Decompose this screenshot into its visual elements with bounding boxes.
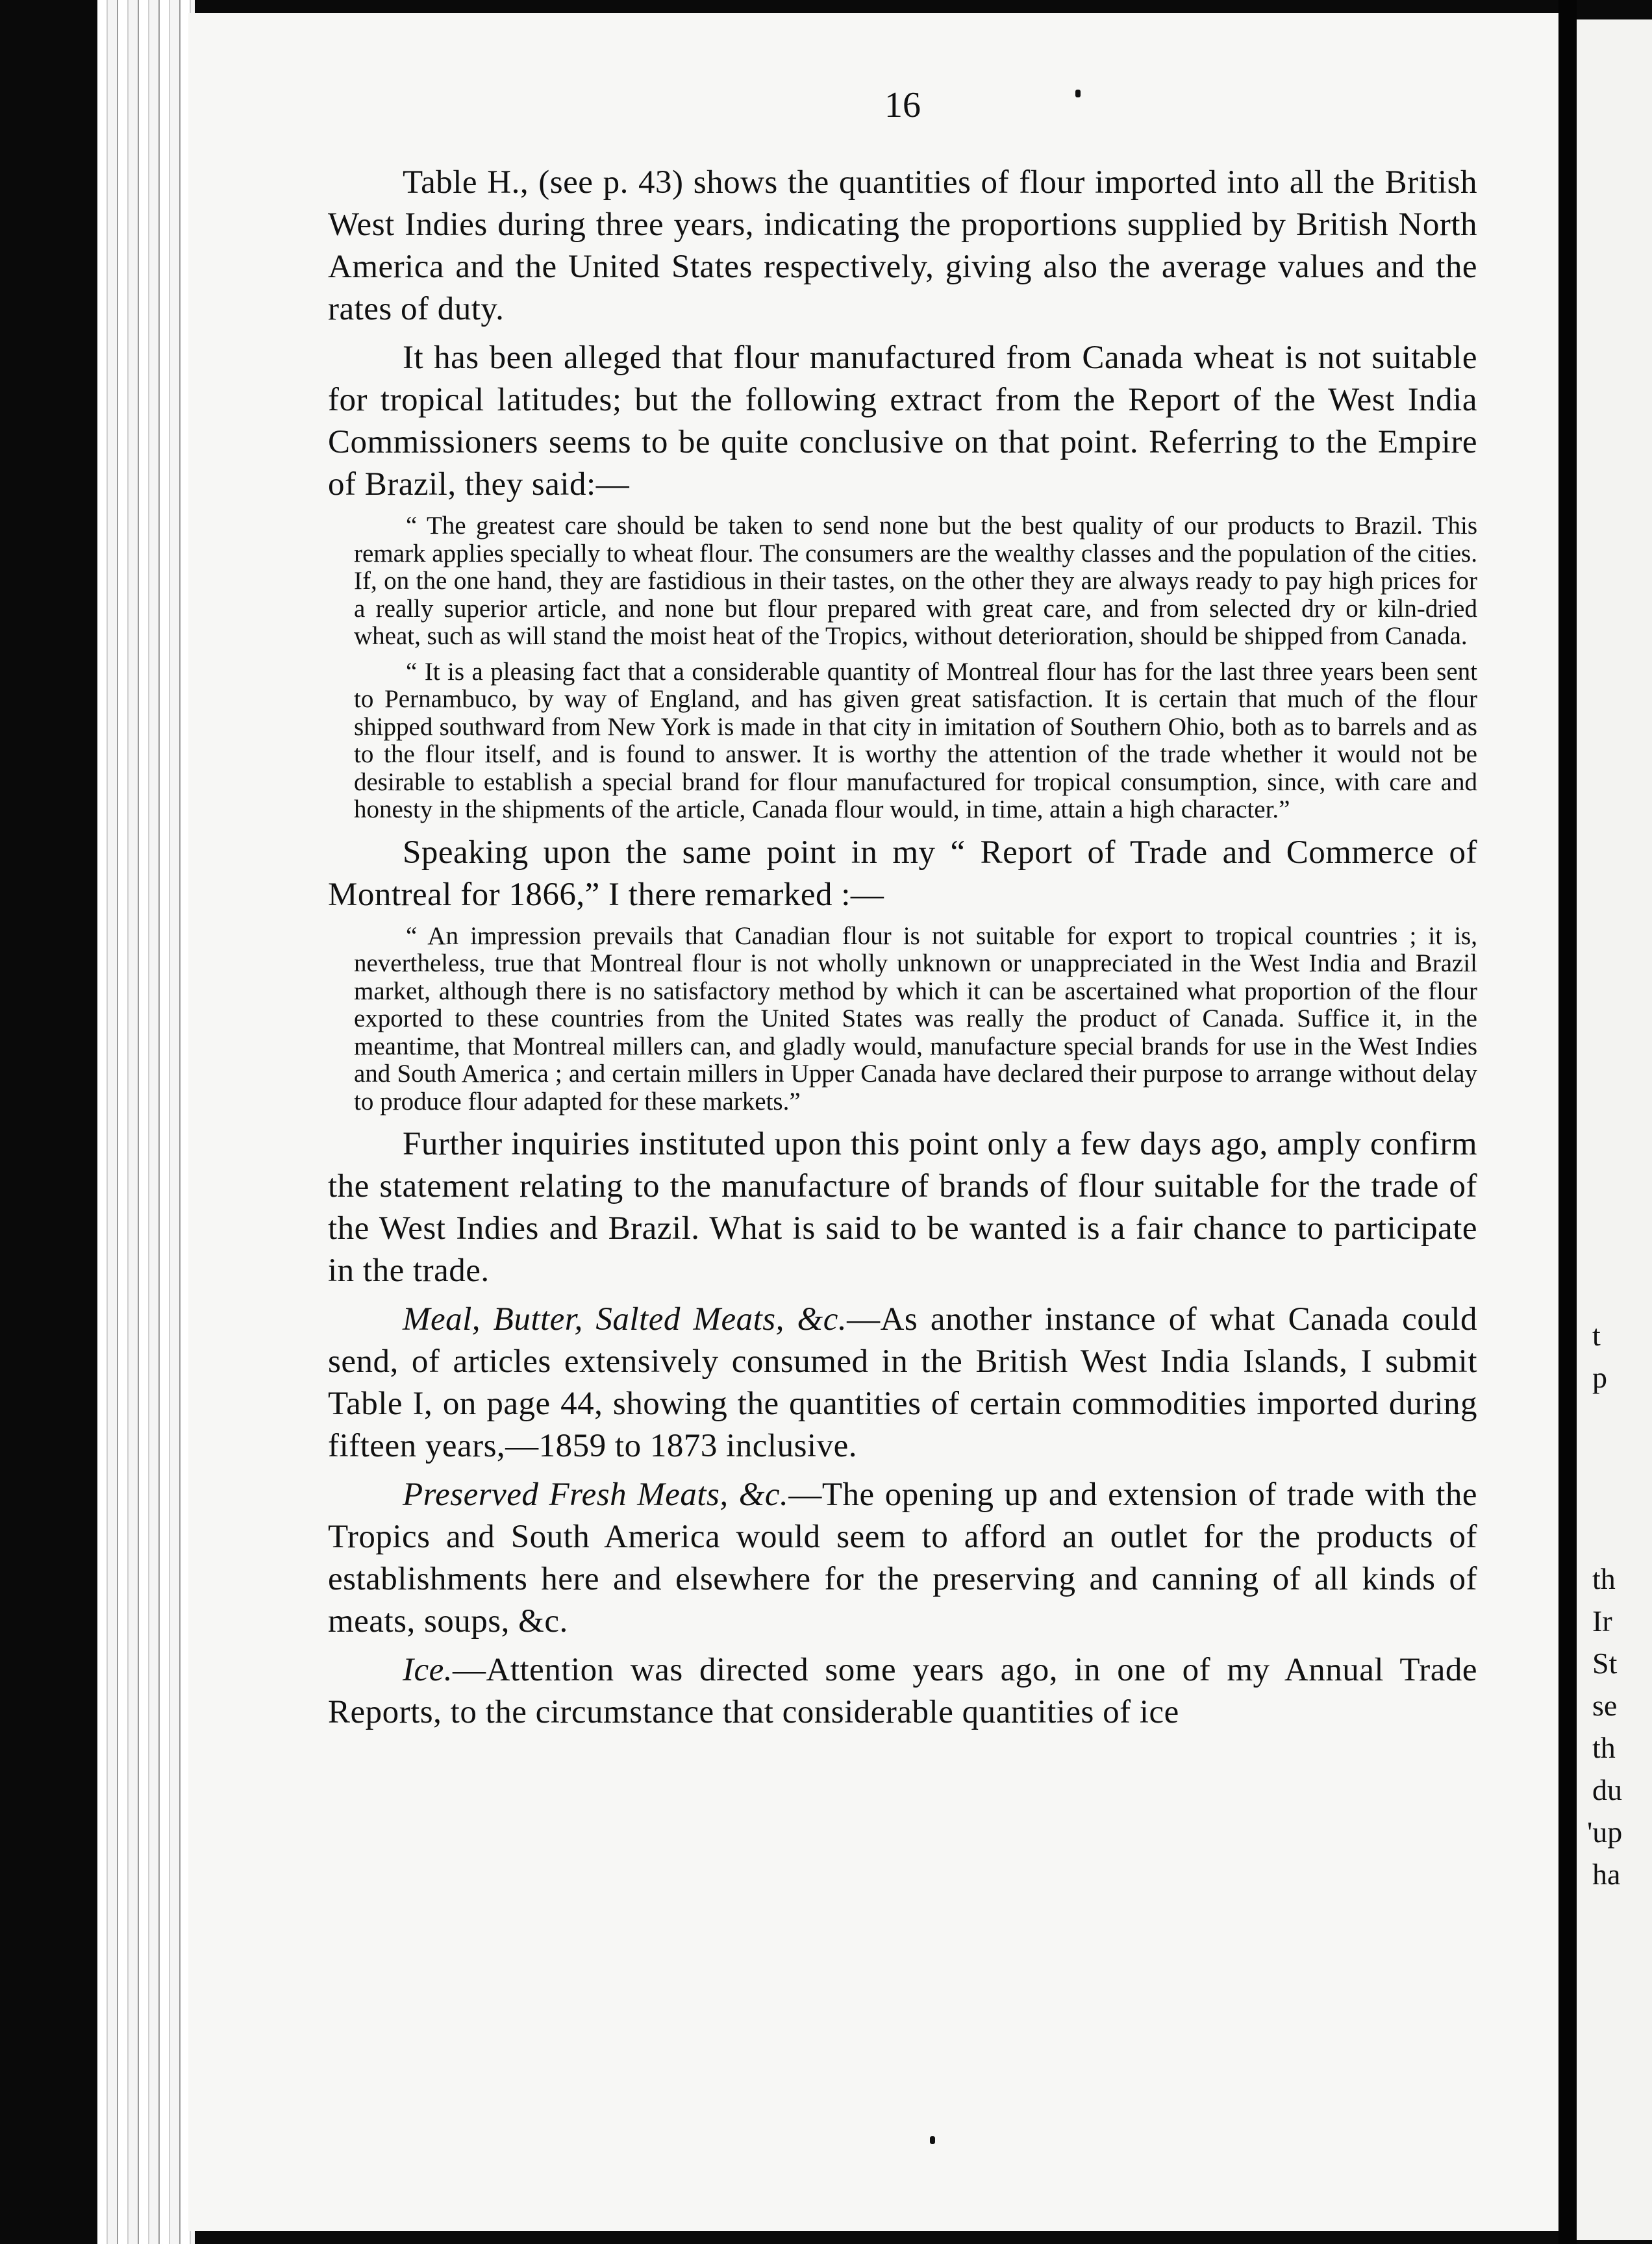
- body-paragraph: Table H., (see p. 43) shows the quantities of flour imported into all the British West Indies during three years, indicating the proportions supplied by British North America and the United States respectively, giving also the average values and the rates of duty.: [328, 164, 1477, 327]
- book-page-edges: [97, 0, 195, 2244]
- block-quote: “ It is a pleasing fact that a considerable quantity of Montreal flour has for the last three years been sent to Pernambuco, by way of England, and has given great satisfaction. It is certain that much of the flour shipped southward from New York is made in that city in imitation of Southern Ohio, both as to barrels and as to the flour itself, and is found to answer. It is worthy the attention of the trade whether it would not be desirable to establish a special brand for flour manufactured for tropical consumption, since, with care and honesty in the shipments of the article, Canada flour would, in time, attain a high character.”: [354, 657, 1477, 823]
- body-paragraph: Speaking upon the same point in my “ Report of Trade and Commerce of Montreal for 1866,” I there remarked :—: [328, 834, 1477, 913]
- facing-fragment: Ir: [1592, 1604, 1612, 1638]
- facing-fragment: p: [1592, 1361, 1607, 1394]
- facing-fragment: du: [1592, 1773, 1622, 1806]
- facing-fragment: se: [1592, 1689, 1618, 1722]
- facing-fragment: th: [1592, 1562, 1616, 1595]
- section-lead: Ice.: [403, 1652, 453, 1688]
- section-paragraph-ice: Ice.—Attention was directed some years ago, in one of my Annual Trade Reports, to the circumstance that considerable quantities of ice: [328, 1652, 1477, 1730]
- page-number: 16: [884, 85, 921, 125]
- facing-fragment: 'up: [1587, 1815, 1623, 1849]
- section-lead: Meal, Butter, Salted Meats, &c.: [403, 1301, 847, 1338]
- page-text: [328, 84, 1477, 1740]
- facing-fragment: St: [1592, 1647, 1618, 1680]
- book-gutter: [1558, 0, 1577, 2244]
- block-quote: “ An impression prevails that Canadian flour is not suitable for export to tropical countries ; it is, nevertheless, true that Montreal flour is not wholly unknown or unappreciated in the West India and Brazil market, although there is no satisfactory method by which it can be ascertained what proportion of the flour exported to these countries from the United States was really the product of Canada. Suffice it, in the meantime, that Montreal millers can, and gladly would, manufacture special brands for use in the West Indies and South America ; and certain millers in Upper Canada have declared their purpose to arrange without delay to produce flour adapted for these markets.”: [354, 921, 1477, 1116]
- block-quote: “ The greatest care should be taken to send none but the best quality of our products to Brazil. This remark applies specially to wheat flour. The consumers are the wealthy classes and the population of the cities. If, on the one hand, they are fastidious in their tastes, on the other they are always ready to pay high prices for a really superior article, and none but flour prepared with great care, and from selected dry or kiln-dried wheat, such as will stand the moist heat of the Tropics, without deterioration, should be shipped from Canada.: [354, 512, 1477, 650]
- section-paragraph-meal: Meal, Butter, Salted Meats, &c.—As another instance of what Canada could send, of articles extensively consumed in the British West India Islands, I submit Table I, on page 44, showing the quantities of certain commodities imported during fifteen years,—1859 to 1873 inclusive.: [328, 1301, 1477, 1464]
- facing-fragment: ha: [1592, 1858, 1621, 1891]
- body-paragraph: It has been alleged that flour manufactured from Canada wheat is not suitable for tropical latitudes; but the following extract from the Report of the West India Commissioners seems to be quite conclusive on that point. Referring to the Empire of Brazil, they said:—: [328, 340, 1477, 503]
- section-paragraph-preserved: Preserved Fresh Meats, &c.—The opening up and extension of trade with the Tropics and South America would seem to afford an outlet for the products of establishments here and elsewhere for the preserving and canning of all kinds of meats, soups, &c.: [328, 1477, 1477, 1639]
- body-paragraph: Further inquiries instituted upon this point only a few days ago, amply confirm the statement relating to the manufacture of brands of flour suitable for the trade of the West Indies and Brazil. What is said to be wanted is a fair chance to participate in the trade.: [328, 1126, 1477, 1289]
- print-speck: [930, 2136, 935, 2144]
- section-lead: Preserved Fresh Meats, &c.: [403, 1477, 789, 1513]
- facing-fragment: t: [1592, 1319, 1601, 1352]
- facing-fragment: th: [1592, 1731, 1616, 1764]
- facing-page-edge: [1577, 19, 1652, 2240]
